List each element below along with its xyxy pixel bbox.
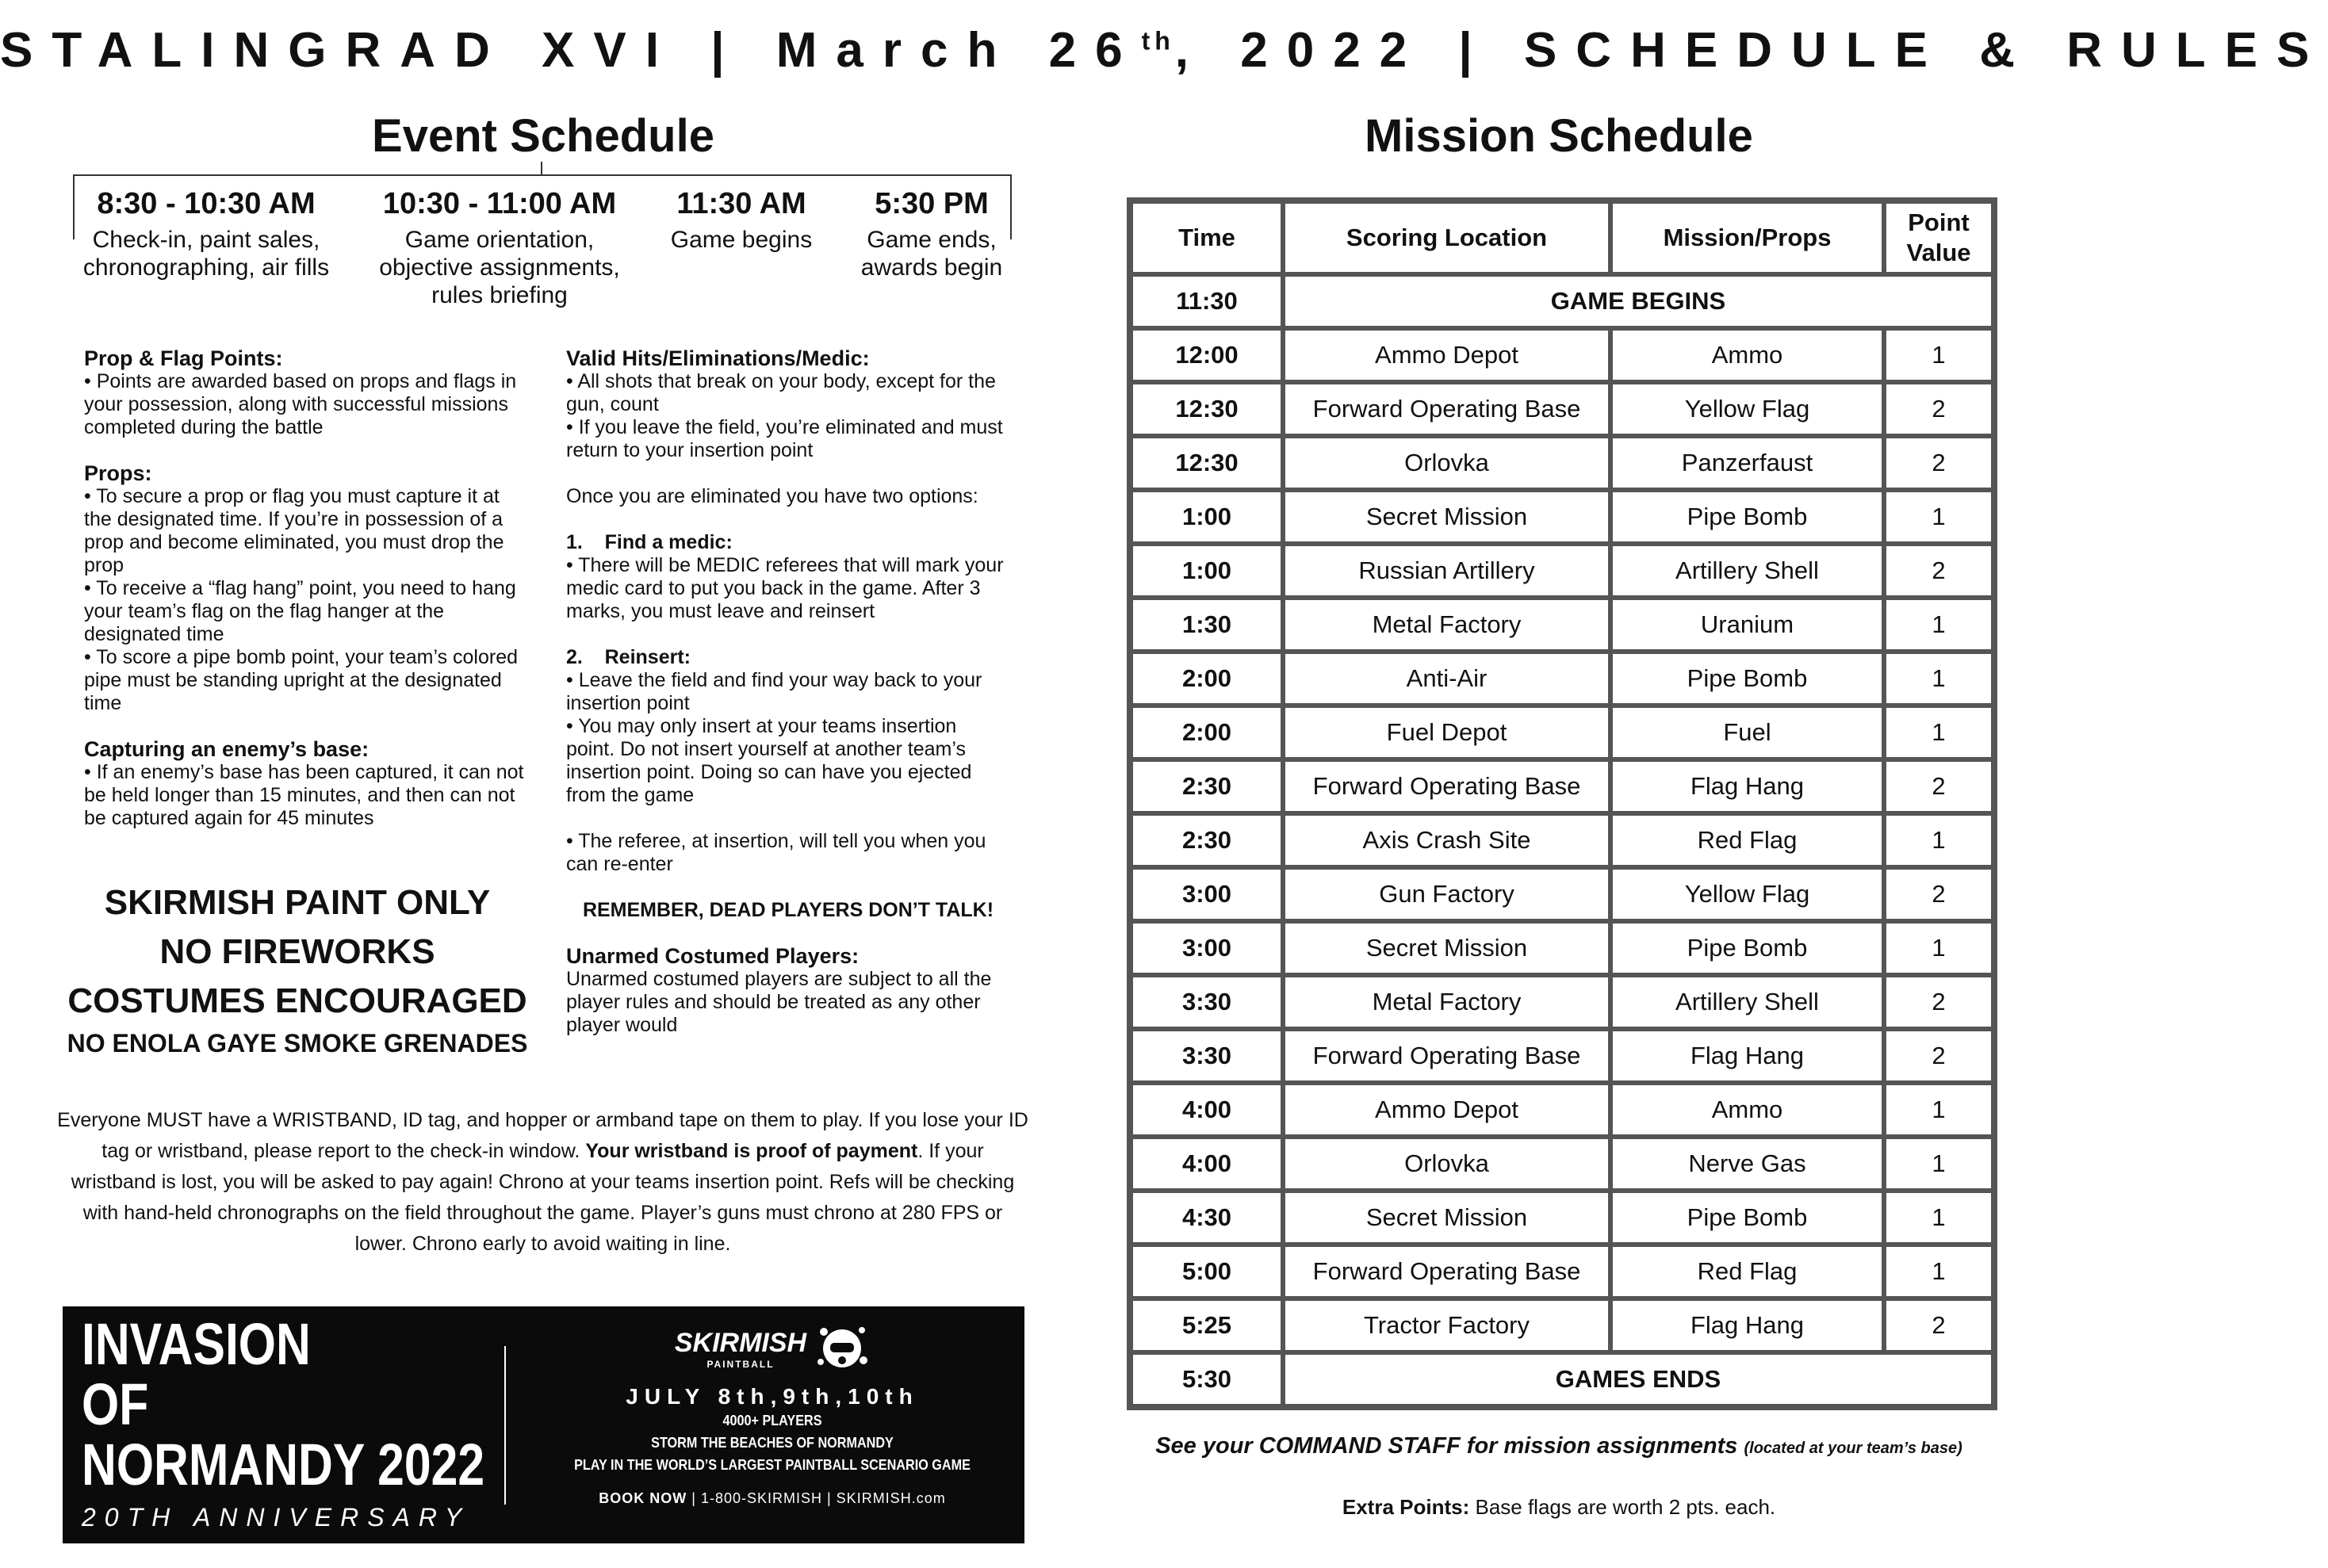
table-row bbox=[1131, 544, 1993, 598]
time-cell: 12:30 bbox=[1131, 436, 1283, 490]
paint-splat-mask-icon bbox=[814, 1321, 870, 1376]
notice-line: NO FIREWORKS bbox=[159, 932, 435, 971]
time-cell: 5:00 bbox=[1131, 1245, 1283, 1298]
capture-text: • If an enemy’s base has been captured, it can not be held longer than 15 minutes, and then can not be captured again for 45 minutes bbox=[84, 761, 524, 829]
mission-cell: Flag Hang bbox=[1610, 759, 1884, 813]
props-rule: • To receive a “flag hang” point, you need to hang your team’s flag on the flag hanger at the designated time bbox=[84, 577, 516, 645]
wristband-paragraph bbox=[57, 1105, 1028, 1260]
points-cell: 1 bbox=[1884, 706, 1993, 759]
mission-cell: Yellow Flag bbox=[1610, 867, 1884, 921]
mission-cell: Artillery Shell bbox=[1610, 975, 1884, 1029]
mission-cell: Red Flag bbox=[1610, 813, 1884, 867]
book-contact: | 1-800-SKIRMISH | SKIRMISH.com bbox=[687, 1490, 946, 1506]
location-cell: Gun Factory bbox=[1283, 867, 1610, 921]
options-intro: Once you are eliminated you have two options: bbox=[566, 485, 978, 507]
point-value-header: Point Value bbox=[1906, 208, 1971, 266]
location-cell: Secret Mission bbox=[1283, 490, 1610, 544]
points-cell: 2 bbox=[1884, 1029, 1993, 1083]
rules-left-column bbox=[84, 347, 528, 830]
mission-cell: Flag Hang bbox=[1610, 1029, 1884, 1083]
banner-anniversary: 20TH ANNIVERSARY bbox=[82, 1503, 471, 1532]
wristband-text: . If your wristband is lost, you will be asked to pay again! Chrono at your teams insertion point. Refs will be checking with hand-held chronographs on the field throughout the game. Player’s guns must chrono at 280 FPS or lower. Chrono early to avoid waiting in line. bbox=[71, 1140, 1015, 1255]
mission-cell: Red Flag bbox=[1610, 1245, 1884, 1298]
column-header bbox=[1884, 201, 1993, 274]
points-cell: 1 bbox=[1884, 1245, 1993, 1298]
wristband-bold: Your wristband is proof of payment bbox=[585, 1140, 918, 1162]
table-row bbox=[1131, 1245, 1993, 1298]
table-row bbox=[1131, 921, 1993, 975]
banner-line: PLAY IN THE WORLD’S LARGEST PAINTBALL SCENARIO GAME bbox=[574, 1457, 971, 1473]
banner-title bbox=[82, 1311, 485, 1497]
location-cell: Ammo Depot bbox=[1283, 328, 1610, 382]
valid-hits-rule: • If you leave the field, you’re eliminated and must return to your insertion point bbox=[566, 416, 1003, 461]
points-cell: 1 bbox=[1884, 813, 1993, 867]
time-cell: 4:30 bbox=[1131, 1191, 1283, 1245]
time-cell: 1:30 bbox=[1131, 598, 1283, 652]
time-cell: 3:00 bbox=[1131, 867, 1283, 921]
location-cell: Axis Crash Site bbox=[1283, 813, 1610, 867]
reinsert-heading: 2. Reinsert: bbox=[566, 646, 691, 668]
time-cell: 4:00 bbox=[1131, 1083, 1283, 1137]
table-row bbox=[1131, 1191, 1993, 1245]
banner-line: 4000+ PLAYERS bbox=[722, 1413, 822, 1428]
time-cell: 1:00 bbox=[1131, 490, 1283, 544]
banner-title-line: NORMANDY 2022 bbox=[82, 1432, 485, 1497]
event-desc: Check-in, paint sales, chronographing, air fills bbox=[82, 227, 330, 281]
points-cell: 1 bbox=[1884, 1191, 1993, 1245]
extra-points-label: Extra Points: bbox=[1342, 1495, 1470, 1519]
mission-cell: Pipe Bomb bbox=[1610, 921, 1884, 975]
points-cell: 1 bbox=[1884, 598, 1993, 652]
timeline-tick bbox=[541, 162, 542, 174]
prop-flag-heading: Prop & Flag Points: bbox=[84, 346, 283, 370]
page-title bbox=[0, 22, 2328, 78]
mission-cell: Fuel bbox=[1610, 706, 1884, 759]
table-row bbox=[1131, 975, 1993, 1029]
event-item bbox=[848, 187, 1015, 281]
points-cell: 1 bbox=[1884, 1083, 1993, 1137]
mission-cell: Pipe Bomb bbox=[1610, 1191, 1884, 1245]
table-row bbox=[1131, 759, 1993, 813]
title-prefix: STALINGRAD XVI | March 26 bbox=[0, 23, 1142, 78]
unarmed-text: Unarmed costumed players are subject to all the player rules and should be treated as any other player would bbox=[566, 968, 992, 1036]
event-desc: Game orientation, objective assignments, rules briefing bbox=[379, 227, 620, 308]
table-row bbox=[1131, 490, 1993, 544]
location-cell: Ammo Depot bbox=[1283, 1083, 1610, 1137]
table-row bbox=[1131, 328, 1993, 382]
time-cell: 12:30 bbox=[1131, 382, 1283, 436]
banner-dates: JULY 8th,9th,10th bbox=[626, 1384, 919, 1409]
location-cell: Forward Operating Base bbox=[1283, 1029, 1610, 1083]
time-cell: 5:30 bbox=[1131, 1352, 1283, 1406]
event-item bbox=[658, 187, 825, 254]
skirmish-logo bbox=[675, 1321, 870, 1376]
table-row bbox=[1131, 652, 1993, 706]
location-cell: Forward Operating Base bbox=[1283, 1245, 1610, 1298]
time-cell: 3:00 bbox=[1131, 921, 1283, 975]
time-cell: 2:30 bbox=[1131, 759, 1283, 813]
points-cell: 1 bbox=[1884, 1137, 1993, 1191]
banner-line: STORM THE BEACHES OF NORMANDY bbox=[651, 1435, 894, 1451]
event-schedule-heading: Event Schedule bbox=[372, 110, 714, 162]
capture-heading: Capturing an enemy’s base: bbox=[84, 737, 369, 761]
time-cell: 11:30 bbox=[1131, 274, 1283, 328]
event-time: 8:30 - 10:30 AM bbox=[97, 187, 316, 220]
table-row-start bbox=[1131, 274, 1993, 328]
command-staff-text: See your COMMAND STAFF for mission assignments bbox=[1155, 1433, 1744, 1459]
command-staff-note bbox=[1127, 1433, 1991, 1459]
banner-book-now[interactable] bbox=[538, 1490, 1006, 1507]
table-row bbox=[1131, 813, 1993, 867]
event-desc: Game ends, awards begin bbox=[860, 227, 1003, 281]
location-cell: Forward Operating Base bbox=[1283, 759, 1610, 813]
table-row bbox=[1131, 1137, 1993, 1191]
banner-title-line: INVASION bbox=[82, 1311, 311, 1377]
medic-heading: 1. Find a medic: bbox=[566, 531, 733, 553]
time-cell: 4:00 bbox=[1131, 1137, 1283, 1191]
time-cell: 3:30 bbox=[1131, 975, 1283, 1029]
prop-flag-text: • Points are awarded based on props and flags in your possession, along with successful missions completed during the battle bbox=[84, 370, 517, 438]
title-suffix: , 2022 | SCHEDULE & RULES bbox=[1174, 23, 2328, 78]
time-cell: 5:25 bbox=[1131, 1298, 1283, 1352]
location-cell: Forward Operating Base bbox=[1283, 382, 1610, 436]
points-cell: 1 bbox=[1884, 490, 1993, 544]
mission-cell: Ammo bbox=[1610, 328, 1884, 382]
valid-hits-heading: Valid Hits/Eliminations/Medic: bbox=[566, 346, 870, 370]
mission-cell: Pipe Bomb bbox=[1610, 652, 1884, 706]
remember-note: REMEMBER, DEAD PLAYERS DON’T TALK! bbox=[582, 899, 994, 921]
table-row bbox=[1131, 1029, 1993, 1083]
points-cell: 2 bbox=[1884, 436, 1993, 490]
time-cell: 1:00 bbox=[1131, 544, 1283, 598]
table-row bbox=[1131, 1083, 1993, 1137]
mission-schedule-heading: Mission Schedule bbox=[1365, 110, 1753, 162]
points-cell: 2 bbox=[1884, 382, 1993, 436]
table-row bbox=[1131, 706, 1993, 759]
book-now-label[interactable]: BOOK NOW bbox=[599, 1490, 687, 1506]
location-cell: Metal Factory bbox=[1283, 975, 1610, 1029]
rules-right-column bbox=[566, 347, 1010, 1037]
command-staff-small: (located at your team’s base) bbox=[1744, 1440, 1962, 1457]
event-time: 5:30 PM bbox=[875, 187, 989, 220]
medic-text: • There will be MEDIC referees that will mark your medic card to put you back in the game. After 3 marks, you must leave and reinsert bbox=[566, 554, 1004, 622]
points-cell: 1 bbox=[1884, 921, 1993, 975]
points-cell: 2 bbox=[1884, 975, 1993, 1029]
logo-subtext: PAINTBALL bbox=[706, 1358, 775, 1370]
column-header: Time bbox=[1131, 201, 1283, 274]
points-cell: 1 bbox=[1884, 652, 1993, 706]
reinsert-rule: • The referee, at insertion, will tell you when you can re-enter bbox=[566, 830, 986, 875]
banner-info bbox=[538, 1321, 1006, 1507]
notice-line: SKIRMISH PAINT ONLY bbox=[104, 883, 491, 922]
notice-line: NO ENOLA GAYE SMOKE GRENADES bbox=[67, 1029, 528, 1057]
valid-hits-rule: • All shots that break on your body, except for the gun, count bbox=[566, 370, 996, 415]
location-cell: Metal Factory bbox=[1283, 598, 1610, 652]
extra-points-text: Base flags are worth 2 pts. each. bbox=[1469, 1495, 1776, 1519]
notices-block bbox=[48, 878, 547, 1061]
event-time: 11:30 AM bbox=[676, 187, 806, 220]
banner-title-line: OF bbox=[82, 1371, 149, 1437]
points-cell: 2 bbox=[1884, 544, 1993, 598]
title-superscript: th bbox=[1141, 26, 1175, 55]
mission-cell: Pipe Bomb bbox=[1610, 490, 1884, 544]
props-heading: Props: bbox=[84, 461, 152, 485]
location-cell: Orlovka bbox=[1283, 1137, 1610, 1191]
event-item bbox=[365, 187, 634, 309]
logo-text: SKIRMISH bbox=[674, 1327, 807, 1358]
game-ends-cell: GAMES ENDS bbox=[1283, 1352, 1993, 1406]
mission-cell: Uranium bbox=[1610, 598, 1884, 652]
wristband-text: Everyone MUST have a WRISTBAND, ID tag, and hopper or armband tape on them to play. If you lose your ID tag or wristband, please report to the check-in window. bbox=[57, 1109, 1028, 1162]
event-time: 10:30 - 11:00 AM bbox=[382, 187, 617, 220]
props-rule: • To secure a prop or flag you must capture it at the designated time. If you’re in possession of a prop and become eliminated, you must drop the prop bbox=[84, 485, 504, 576]
normandy-banner[interactable] bbox=[63, 1306, 1024, 1543]
event-desc: Game begins bbox=[670, 227, 813, 253]
location-cell: Secret Mission bbox=[1283, 1191, 1610, 1245]
table-row bbox=[1131, 867, 1993, 921]
table-row bbox=[1131, 1298, 1993, 1352]
table-row bbox=[1131, 598, 1993, 652]
points-cell: 2 bbox=[1884, 759, 1993, 813]
extra-points-note bbox=[1127, 1495, 1991, 1520]
time-cell: 3:30 bbox=[1131, 1029, 1283, 1083]
location-cell: Secret Mission bbox=[1283, 921, 1610, 975]
location-cell: Russian Artillery bbox=[1283, 544, 1610, 598]
props-rule: • To score a pipe bomb point, your team’s colored pipe must be standing upright at the designated time bbox=[84, 646, 519, 714]
table-row bbox=[1131, 382, 1993, 436]
column-header: Scoring Location bbox=[1283, 201, 1610, 274]
time-cell: 2:00 bbox=[1131, 652, 1283, 706]
time-cell: 12:00 bbox=[1131, 328, 1283, 382]
table-row bbox=[1131, 436, 1993, 490]
points-cell: 1 bbox=[1884, 328, 1993, 382]
banner-divider bbox=[504, 1346, 506, 1505]
location-cell: Fuel Depot bbox=[1283, 706, 1610, 759]
game-begins-cell: GAME BEGINS bbox=[1283, 274, 1993, 328]
time-cell: 2:30 bbox=[1131, 813, 1283, 867]
column-header: Mission/Props bbox=[1610, 201, 1884, 274]
notice-line: COSTUMES ENCOURAGED bbox=[67, 981, 527, 1020]
location-cell: Anti-Air bbox=[1283, 652, 1610, 706]
table-header-row bbox=[1131, 201, 1993, 274]
points-cell: 2 bbox=[1884, 867, 1993, 921]
mission-cell: Artillery Shell bbox=[1610, 544, 1884, 598]
mission-cell: Ammo bbox=[1610, 1083, 1884, 1137]
location-cell: Tractor Factory bbox=[1283, 1298, 1610, 1352]
reinsert-rule: • Leave the field and find your way back to your insertion point bbox=[566, 669, 982, 714]
reinsert-rule: • You may only insert at your teams insertion point. Do not insert yourself at another team’s insertion point. Doing so can have you ejected from the game bbox=[566, 715, 972, 806]
table-row-end bbox=[1131, 1352, 1993, 1406]
event-item bbox=[71, 187, 341, 281]
mission-cell: Panzerfaust bbox=[1610, 436, 1884, 490]
points-cell: 2 bbox=[1884, 1298, 1993, 1352]
mission-cell: Flag Hang bbox=[1610, 1298, 1884, 1352]
mission-table bbox=[1127, 197, 1997, 1410]
location-cell: Orlovka bbox=[1283, 436, 1610, 490]
mission-cell: Yellow Flag bbox=[1610, 382, 1884, 436]
mission-cell: Nerve Gas bbox=[1610, 1137, 1884, 1191]
time-cell: 2:00 bbox=[1131, 706, 1283, 759]
unarmed-heading: Unarmed Costumed Players: bbox=[566, 944, 860, 968]
